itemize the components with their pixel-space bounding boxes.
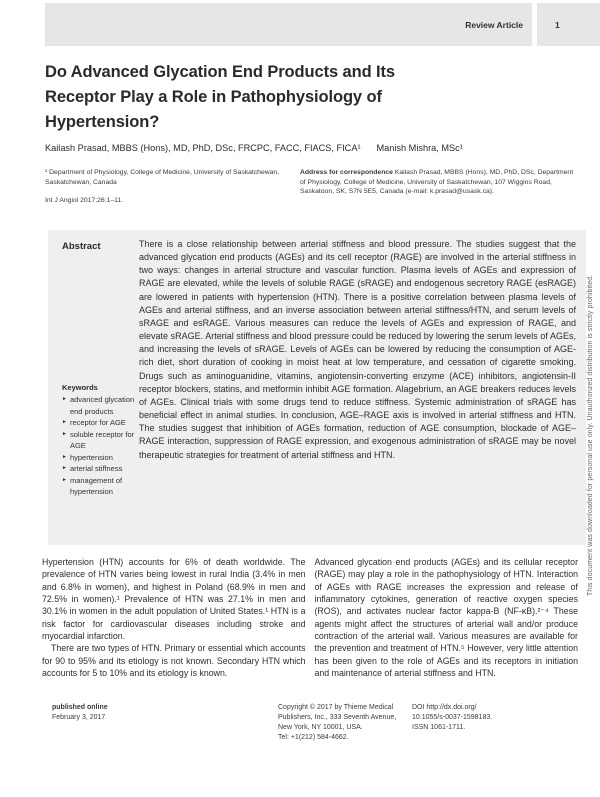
arrow-bullet-icon: ► [62, 453, 67, 460]
keyword-label: receptor for AGE [69, 418, 126, 427]
affiliation: ¹ Department of Physiology, College of Medicine, University of Saskatchewan, Saskatchewan, Canada [45, 169, 280, 186]
doi-line: ISSN 1061-1711. [412, 724, 466, 731]
keyword-item [62, 394, 138, 417]
journal-citation: Int J Angiol 2017;26:1–11. [45, 197, 124, 204]
page-number: 1 [555, 19, 560, 30]
published-online-block [52, 703, 108, 723]
author-line [45, 143, 463, 153]
correspondence-text: Kailash Prasad, MBBS (Hons), MD, PhD, DSc, Department of Physiology, College of Medicine, University of Saskatchewan, 107 Wiggins Road, Saskatoon, SK, S7N 5E5, Canada (e-mail: k.prasad@usask.ca). [300, 169, 574, 195]
header-page-number-box [537, 3, 600, 46]
keyword-label: soluble receptor for AGE [69, 429, 135, 450]
arrow-bullet-icon: ► [62, 430, 67, 437]
arrow-bullet-icon: ► [62, 465, 67, 471]
body-paragraph: Hypertension (HTN) accounts for 6% of death worldwide. The prevalence of HTN varies being lowest in rural India (3.4% in men and 6.8% in women), and highest in Poland (68.9% in men and 72.5% in women).¹ Prevalence of HTN was 27.1% in men and 30.1% in women in the adult population of United States.¹ HTN is a risk factor for cardiovascular diseases including stroke and myocardial infarction. [42, 557, 306, 642]
abstract-heading: Abstract [62, 241, 101, 252]
article-body [42, 556, 578, 679]
keyword-label: hypertension [69, 452, 113, 462]
abstract-box [48, 230, 586, 545]
body-paragraph: There are two types of HTN. Primary or essential which accounts for 90 to 95% and its etiology is not known. Secondary HTN which accounts for 5 to 10% and its etiology is known. [42, 643, 306, 679]
abstract-sidebar [62, 241, 138, 498]
keyword-item [62, 452, 138, 464]
distribution-notice: This document was downloaded for personal use only. Unauthorized distribution is strictly prohibited. [587, 274, 594, 596]
keyword-label: advanced glycation end products [69, 395, 135, 416]
doi-block [412, 703, 492, 733]
article-title: Do Advanced Glycation End Products and Its Receptor Play a Role in Pathophysiology of Hypertension? [45, 63, 395, 131]
doi-line: 10.1055/s-0037-1598183. [412, 714, 493, 721]
published-online-label: published online [52, 704, 108, 711]
keyword-item [62, 463, 138, 475]
affiliation-block [45, 168, 287, 206]
author-2: Manish Mishra, MSc¹ [376, 143, 463, 153]
keywords-list [62, 394, 138, 498]
copyright-line: New York, NY 10001, USA. [278, 724, 363, 731]
keyword-label: arterial stiffness [69, 464, 123, 473]
correspondence-label: Address for correspondence [300, 169, 393, 176]
author-1: Kailash Prasad, MBBS (Hons), MD, PhD, DSc, FRCPC, FACC, FIACS, FICA¹ [45, 143, 361, 153]
keyword-label: management of hypertension [69, 475, 123, 496]
keyword-item [62, 429, 138, 452]
body-column-right [315, 556, 579, 679]
body-paragraph: Advanced glycation end products (AGEs) and its cellular receptor (RAGE) may play a role in the pathophysiology of HTN. Interaction of AGEs with RAGE increases the expression and release of inflammatory cytokines, generation of reactive oxygen species (ROS), and activates nuclear factor kappa-B (NF-κB).²⁻⁴ These agents might affect the structures of arterial wall and/or produce contraction of the arterial wall. Various measures are available for the prevention and treatment of HTN.⁵ However, very little attention has been given to the role of AGEs and its receptors in initiation and maintenance of arterial stiffness and HTN. [314, 557, 578, 679]
doi-line: DOI http://dx.doi.org/ [412, 704, 477, 711]
correspondence-block [300, 168, 574, 197]
keywords-heading: Keywords [62, 383, 98, 392]
header-bar [45, 3, 532, 46]
body-column-left [42, 556, 306, 679]
copyright-block [278, 703, 396, 743]
abstract-text: There is a close relationship between arterial stiffness and blood pressure. The studies suggest that the advanced glycation end products (AGEs) and its cell receptor (RAGE) are involved in the arterial stiffness in two ways: changes in arterial structure and vascular function. Plasma levels of AGEs and expression of RAGE are elevated, while the levels of soluble RAGE (sRAGE) and endogenous secretory RAGE (esRAGE) are lowered in patients with hypertension (HTN). There is a positive correlation between plasma levels of AGEs and arterial stiffness, and an inverse association between arterial stiffness/HTN, and serum levels of sRAGE and esRAGE. Various measures can reduce the levels of AGEs and expression of RAGE, and elevate sRAGE. Arterial stiffness and blood pressure could be reduced by lowering the serum levels of AGEs, and increasing the levels of sRAGE. Levels of AGEs can be lowered by reducing the consumption of AGE-rich diet, short duration of cooking in moist heat at low temperature, and cessation of cigarette smoking. Drugs such as aminoguanidine, vitamins, angiotensin-converting enzyme (ACE) inhibitors, angiotensin-II receptor blockers, statins, and metformin inhibit AGE formation. Alagebrium, an AGE breakers reduces levels of AGEs. Clinical trials with some drugs tend to reduce stiffness. Systemic administration of sRAGE has beneficial effect in animal studies. In conclusion, AGE–RAGE axis is involved in arterial stiffness and HTN. The studies suggest that inhibition of AGEs formation, reduction of AGE consumption, blockade of AGE–RAGE interaction, suppression of RAGE expression, and exogenous administration of sRAGE may be novel therapeutic strategies for treatment of arterial stiffness and HTN. [139, 239, 576, 460]
copyright-line: Tel: +1(212) 584-4662. [278, 734, 349, 741]
copyright-line: Publishers, Inc., 333 Seventh Avenue, [278, 714, 397, 721]
published-date: February 3, 2017 [52, 714, 106, 721]
section-label: Review Article [465, 19, 523, 30]
arrow-bullet-icon: ► [62, 476, 67, 483]
arrow-bullet-icon: ► [62, 396, 67, 402]
keyword-item [62, 475, 138, 498]
keyword-item [62, 417, 138, 429]
arrow-bullet-icon: ► [62, 419, 67, 425]
copyright-line: Copyright © 2017 by Thieme Medical [278, 704, 394, 711]
